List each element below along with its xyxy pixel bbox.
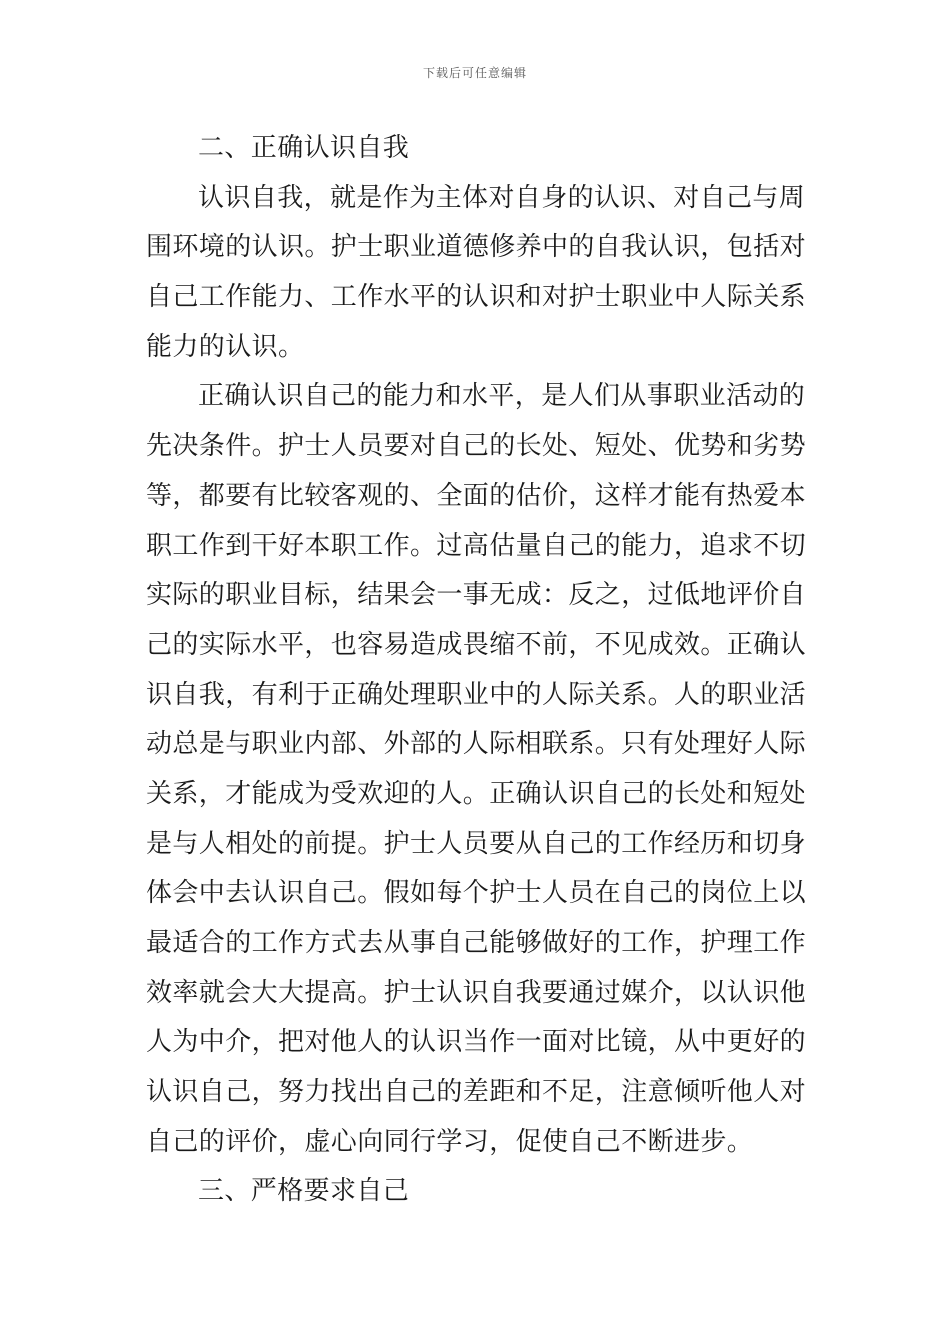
paragraph-line: 关系，才能成为受欢迎的人。正确认识自己的长处和短处 — [146, 778, 807, 809]
paragraph-line: 最适合的工作方式去从事自己能够做好的工作，护理工作 — [146, 928, 807, 958]
paragraph-line: 动总是与职业内部、外部的人际相联系。只有处理好人际 — [146, 729, 807, 760]
paragraph-line: 效率就会大大提高。护士认识自我要通过媒介，以认识他 — [146, 977, 807, 1008]
document-body — [146, 124, 806, 1217]
paragraph-line: 己的实际水平，也容易造成畏缩不前，不见成效。正确认 — [146, 629, 807, 660]
paragraph-line: 是与人相处的前提。护士人员要从自己的工作经历和切身 — [146, 828, 807, 859]
paragraph-line: 围环境的认识。护士职业道德修养中的自我认识，包括对 — [146, 232, 807, 263]
page-header: 下载后可任意编辑 — [422, 66, 527, 80]
section-heading-3: 三、严格要求自己 — [198, 1176, 410, 1207]
paragraph-line: 等，都要有比较客观的、全面的估价，这样才能有热爱本 — [146, 480, 807, 511]
paragraph-line: 先决条件。护士人员要对自己的长处、短处、优势和劣势 — [146, 431, 807, 462]
paragraph-line: 正确认识自己的能力和水平，是人们从事职业活动的 — [198, 381, 806, 412]
section-heading-2: 二、正确认识自我 — [198, 133, 410, 163]
paragraph-line: 自己的评价，虚心向同行学习，促使自己不断进步。 — [146, 1126, 754, 1157]
paragraph-line: 自己工作能力、工作水平的认识和对护士职业中人际关系 — [146, 282, 807, 313]
paragraph-line: 认识自我，就是作为主体对自身的认识、对自己与周 — [198, 182, 806, 213]
paragraph-line: 认识自己，努力找出自己的差距和不足，注意倾听他人对 — [146, 1077, 807, 1108]
paragraph-line: 识自我，有利于正确处理职业中的人际关系。人的职业活 — [146, 679, 807, 710]
paragraph-line: 能力的认识。 — [146, 331, 305, 362]
paragraph-line: 职工作到干好本职工作。过高估量自己的能力，追求不切 — [146, 530, 807, 561]
paragraph-line: 体会中去认识自己。假如每个护士人员在自己的岗位上以 — [146, 878, 807, 909]
paragraph-line: 人为中介，把对他人的认识当作一面对比镜，从中更好的 — [146, 1027, 807, 1058]
paragraph-line: 实际的职业目标，结果会一事无成：反之，过低地评价自 — [146, 580, 807, 611]
